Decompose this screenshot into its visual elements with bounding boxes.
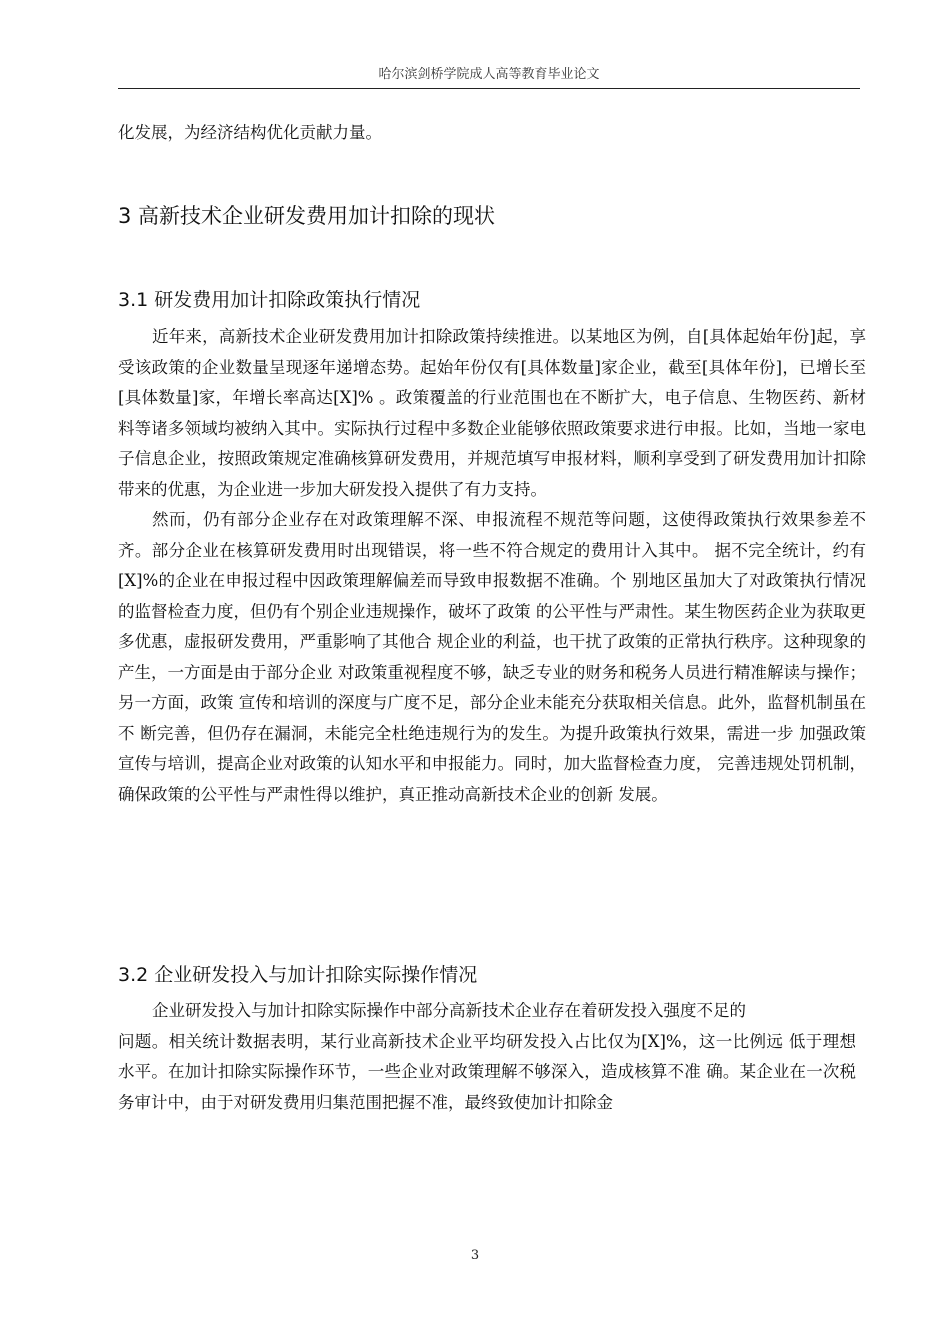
page-number: 3 bbox=[470, 1248, 480, 1263]
chapter-heading: 3 高新技术企业研发费用加计扣除的现状 bbox=[118, 204, 496, 228]
paragraph: 然而，仍有部分企业存在对政策理解不深、申报流程不规范等问题，这使得政策执行效果参差不齐。部分企业在核算研发费用时出现错误，将一些不符合规定的费用计入其中。 据不完全统计，约有[X]%的企业在申报过程中因政策理解偏差而导致申报数据不准确。个 别地区虽加大了对政策执行情况的监督检查力度，但仍有个别企业违规操作，破坏了政策 的公平性与严肃性。某生物医药企业为获取更多优惠，虚报研发费用，严重影响了其他合 规企业的利益，也干扰了政策的正常执行秩序。这种现象的产生，一方面是由于部分企业 对政策重视程度不够，缺乏专业的财务和税务人员进行精准解读与操作；另一方面，政策 宣传和培训的深度与广度不足，部分企业未能充分获取相关信息。此外，监督机制虽在不 断完善，但仍存在漏洞，未能完全杜绝违规行为的发生。为提升政策执行效果，需进一步 加强政策宣传与培训，提高企业对政策的认知水平和申报能力。同时，加大监督检查力度， 完善违规处罚机制，确保政策的公平性与严肃性得以维护，真正推动高新技术企业的创新 发展。 bbox=[118, 510, 866, 804]
paragraph: 企业研发投入与加计扣除实际操作中部分高新技术企业存在着研发投入强度不足的 bbox=[152, 1001, 746, 1020]
running-header: 哈尔滨剑桥学院成人高等教育毕业论文 bbox=[118, 66, 860, 89]
section-3-2-body bbox=[118, 996, 856, 1118]
section-3-1-body bbox=[118, 322, 866, 810]
section-heading-3-2: 3.2 企业研发投入与加计扣除实际操作情况 bbox=[118, 964, 478, 986]
page-content bbox=[118, 118, 866, 1112]
section-heading-3-1: 3.1 研发费用加计扣除政策执行情况 bbox=[118, 289, 421, 311]
paragraph: 近年来，高新技术企业研发费用加计扣除政策持续推进。以某地区为例，自[具体起始年份]起，享受该政策的企业数量呈现逐年递增态势。起始年份仅有[具体数量]家企业，截至[具体年份]，已增长至[具体数量]家，年增长率高达[X]% 。政策覆盖的行业范围也在不断扩大，电子信息、生物医药、新材料等诸多领域均被纳入其中。实际执行过程中多数企业能够依照政策要求进行申报。比如，当地一家电子信息企业，按照政策规定准确核算研发费用，并规范填写申报材料，顺利享受到了研发费用加计扣除带来的优惠，为企业进一步加大研发投入提供了有力支持。 bbox=[118, 327, 866, 499]
intro-fragment: 化发展，为经济结构优化贡献力量。 bbox=[118, 123, 382, 142]
paragraph: 问题。相关统计数据表明，某行业高新技术企业平均研发投入占比仅为[X]%，这一比例远 低于理想水平。在加计扣除实际操作环节，一些企业对政策理解不够深入，造成核算不准 确。某企业在一次税务审计中，由于对研发费用归集范围把握不准，最终致使加计扣除金 bbox=[118, 1031, 856, 1112]
